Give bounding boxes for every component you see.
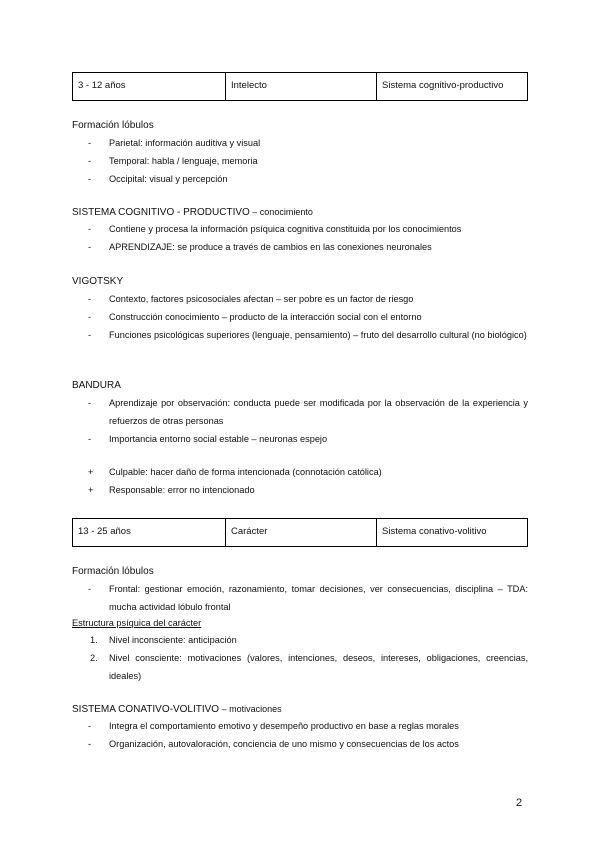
list-item: - Parietal: información auditiva y visual	[72, 134, 528, 152]
bullet-marker: -	[88, 294, 92, 304]
bullet-marker: -	[88, 330, 92, 340]
bullet-marker: -	[88, 174, 92, 184]
bullet-marker: -	[88, 398, 92, 408]
table-cell-system: Sistema conativo-volitivo	[382, 526, 487, 537]
table-cell-age: 3 - 12 años	[73, 73, 226, 100]
bullet-marker: -	[88, 312, 92, 322]
bullet-marker: -	[88, 721, 92, 731]
list-item: - Occipital: visual y percepción	[72, 170, 528, 188]
list-item: - Frontal: gestionar emoción, razonamiento, tomar decisiones, ver consecuencias, disciplina – TDA: mucha actividad lóbulo frontal	[72, 580, 528, 616]
list-item: - Importancia entorno social estable – neuronas espejo	[72, 430, 528, 448]
lobulos-frontal-list	[72, 580, 528, 616]
list-item: - Funciones psicológicas superiores (lenguaje, pensamiento) – fruto del desarrollo cultural (no biológico)	[72, 326, 528, 344]
list-item: 1. Nivel inconsciente: anticipación	[72, 631, 528, 649]
bullet-marker: -	[88, 242, 92, 252]
section-heading-bandura: BANDURA	[72, 380, 121, 391]
bullet-marker: -	[88, 584, 92, 594]
section-heading-conativo: SISTEMA CONATIVO-VOLITIVO – motivaciones	[72, 704, 282, 715]
lobulos-list	[72, 134, 528, 188]
section-heading-estructura: Estructura psíquica del carácter	[72, 618, 202, 628]
section-heading-cognitivo: SISTEMA COGNITIVO - PRODUCTIVO – conocimiento	[72, 207, 313, 218]
table-cell-system: Sistema cognitivo-productivo	[382, 80, 504, 91]
list-item: - Temporal: habla / lenguaje, memoria	[72, 152, 528, 170]
bandura-list	[72, 394, 528, 448]
section-heading-lobulos: Formación lóbulos	[72, 120, 154, 131]
number-marker: 2.	[90, 653, 98, 663]
table-cell-age: 13 - 25 años	[73, 519, 226, 546]
bullet-marker: -	[88, 138, 92, 148]
bullet-marker: -	[88, 156, 92, 166]
number-marker: 1.	[90, 635, 98, 645]
bullet-marker: -	[88, 434, 92, 444]
age-table-1	[72, 72, 528, 101]
vigotsky-list	[72, 290, 528, 344]
list-item: - Integra el comportamiento emotivo y desempeño productivo en base a reglas morales	[72, 717, 528, 735]
table-cell-stage: Carácter	[226, 519, 377, 546]
age-table-2	[72, 518, 528, 547]
bandura-plus-list	[72, 463, 528, 499]
list-item: - Construcción conocimiento – producto de la interacción social con el entorno	[72, 308, 528, 326]
plus-marker: +	[88, 485, 94, 495]
bullet-marker: -	[88, 739, 92, 749]
list-item: - Aprendizaje por observación: conducta puede ser modificada por la observación de la experiencia y refuerzos de otras personas	[72, 394, 528, 430]
list-item: - Contiene y procesa la información psíquica cognitiva constituida por los conocimientos	[72, 220, 528, 238]
list-item: - APRENDIZAJE: se produce a través de cambios en las conexiones neuronales	[72, 238, 528, 256]
section-heading-vigotsky: VIGOTSKY	[72, 276, 124, 287]
section-heading-lobulos-2: Formación lóbulos	[72, 566, 154, 577]
list-item: - Organización, autovaloración, conciencia de uno mismo y consecuencias de los actos	[72, 735, 528, 753]
table-cell-stage: Intelecto	[226, 73, 377, 100]
list-item: 2. Nivel consciente: motivaciones (valores, intenciones, deseos, intereses, obligaciones, creencias, ideales)	[72, 649, 528, 685]
conativo-list	[72, 717, 528, 753]
list-item: + Responsable: error no intencionado	[72, 481, 528, 499]
estructura-list	[72, 631, 528, 685]
list-item: - Contexto, factores psicosociales afectan – ser pobre es un factor de riesgo	[72, 290, 528, 308]
list-item: + Culpable: hacer daño de forma intencionada (connotación católica)	[72, 463, 528, 481]
cognitivo-list	[72, 220, 528, 256]
page-number: 2	[516, 797, 523, 809]
plus-marker: +	[88, 467, 94, 477]
bullet-marker: -	[88, 224, 92, 234]
